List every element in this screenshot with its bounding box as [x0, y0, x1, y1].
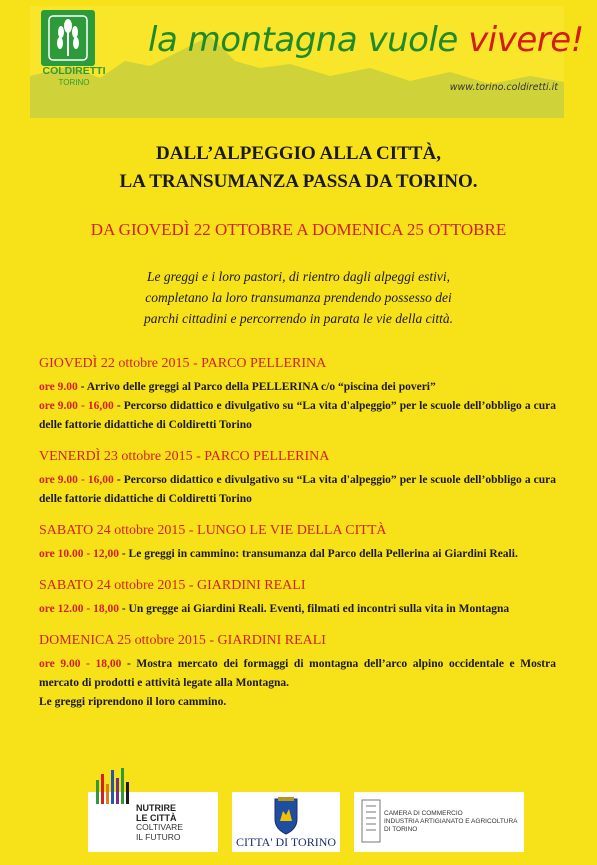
camera-line2: INDUSTRIA ARTIGIANATO E AGRICOLTURA: [384, 818, 518, 825]
nutrire-le-citta-logo[interactable]: [88, 792, 218, 852]
event-desc: - Arrivo delle greggi al Parco della PELLERINA c/o “piscina dei poveri”: [77, 381, 436, 393]
event-day-2: [39, 449, 556, 509]
page-title: [0, 140, 597, 196]
events-list: [39, 356, 556, 726]
event-desc: - Percorso didattico e divulgativo su “La vita d'alpeggio” per le scuole dell’obbligo a cura delle fattorie didattiche di Coldiretti Torino: [39, 400, 556, 431]
event-time: ore 9.00: [39, 381, 78, 393]
date-range: DA GIOVEDÌ 22 OTTOBRE A DOMENICA 25 OTTOBRE: [90, 220, 507, 239]
intro-line: Le greggi e i loro pastori, di rientro dagli alpeggi estivi,: [147, 269, 450, 284]
event-day-4: [39, 578, 556, 619]
title-line-1: DALL’ALPEGGIO ALLA CITTÀ,: [156, 143, 441, 164]
event-item: [39, 471, 556, 509]
nutrire-line1: NUTRIRE: [136, 803, 176, 813]
camera-line3: DI TORINO: [384, 826, 418, 833]
event-heading: DOMENICA 25 ottobre 2015 - GIARDINI REALI: [39, 633, 326, 648]
event-day-5: [39, 633, 556, 712]
header-banner: [30, 6, 584, 118]
camera-text: [384, 810, 518, 834]
slogan: [148, 20, 584, 60]
event-item: [39, 545, 556, 564]
event-day-1: [39, 356, 556, 435]
event-item: [39, 693, 556, 712]
intro-text: [90, 266, 507, 329]
event-time: ore 9.00 - 16,00: [39, 474, 114, 486]
citta-di-torino-logo[interactable]: [232, 792, 340, 852]
event-time: ore 9.00 - 18,00: [39, 658, 122, 670]
event-item: [39, 600, 556, 619]
nutrire-line3: COLTIVARE: [136, 822, 183, 832]
intro-line: parchi cittadini e percorrendo in parata le vie della città.: [144, 311, 453, 326]
event-time: ore 9.00 - 16,00: [39, 400, 114, 412]
event-time: ore 10.00 - 12,00: [39, 548, 119, 560]
event-desc: Le greggi riprendono il loro cammino.: [39, 696, 227, 708]
event-day-3: [39, 523, 556, 564]
torino-shield-icon: [271, 797, 301, 835]
logo-name: COLDIRETTI: [42, 65, 106, 77]
event-heading: SABATO 24 ottobre 2015 - LUNGO LE VIE DELLA CITTÀ: [39, 523, 387, 538]
event-desc: - Un gregge ai Giardini Reali. Eventi, filmati ed incontri sulla vita in Montagna: [118, 603, 510, 615]
event-item: [39, 378, 556, 397]
event-desc: - Mostra mercato dei formaggi di montagna dell’arco alpino occidentale e Mostra mercato di prodotti e attività legate alla Montagna.: [39, 658, 556, 689]
slogan-part1: la montagna vuole: [148, 20, 469, 60]
event-item: [39, 397, 556, 435]
event-item: [39, 655, 556, 693]
camera-emblem-icon: [360, 798, 382, 844]
nutrire-line2: LE CITTÀ: [136, 812, 177, 823]
title-line-2: LA TRANSUMANZA PASSA DA TORINO.: [119, 171, 478, 192]
nutrire-text: [136, 804, 183, 842]
camera-commercio-logo[interactable]: [354, 792, 524, 852]
camera-line1: CAMERA DI COMMERCIO: [384, 810, 463, 817]
citta-text: CITTA' DI TORINO: [235, 835, 337, 849]
event-heading: VENERDÌ 23 ottobre 2015 - PARCO PELLERINA: [39, 449, 330, 464]
event-heading: SABATO 24 ottobre 2015 - GIARDINI REALI: [39, 578, 306, 593]
event-desc: - Percorso didattico e divulgativo su “La vita d'alpeggio” per le scuole dell’obbligo a cura delle fattorie didattiche di Coldiretti Torino: [39, 474, 556, 505]
slogan-part2: vivere!: [468, 20, 584, 60]
event-time: ore 12.00 - 18,00: [39, 603, 119, 615]
logo-sub: TORINO: [58, 78, 90, 87]
event-heading: GIOVEDÌ 22 ottobre 2015 - PARCO PELLERINA: [39, 356, 327, 371]
intro-line: completano la loro transumanza prendendo possesso dei: [145, 290, 452, 305]
wheat-icon: [41, 10, 95, 66]
coldiretti-logo[interactable]: [36, 10, 110, 92]
website-link[interactable]: www.torino.coldiretti.it: [449, 82, 558, 93]
event-desc: - Le greggi in cammino: transumanza dal Parco della Pellerina ai Giardini Reali.: [118, 548, 518, 560]
nutrire-line4: IL FUTURO: [136, 831, 181, 842]
